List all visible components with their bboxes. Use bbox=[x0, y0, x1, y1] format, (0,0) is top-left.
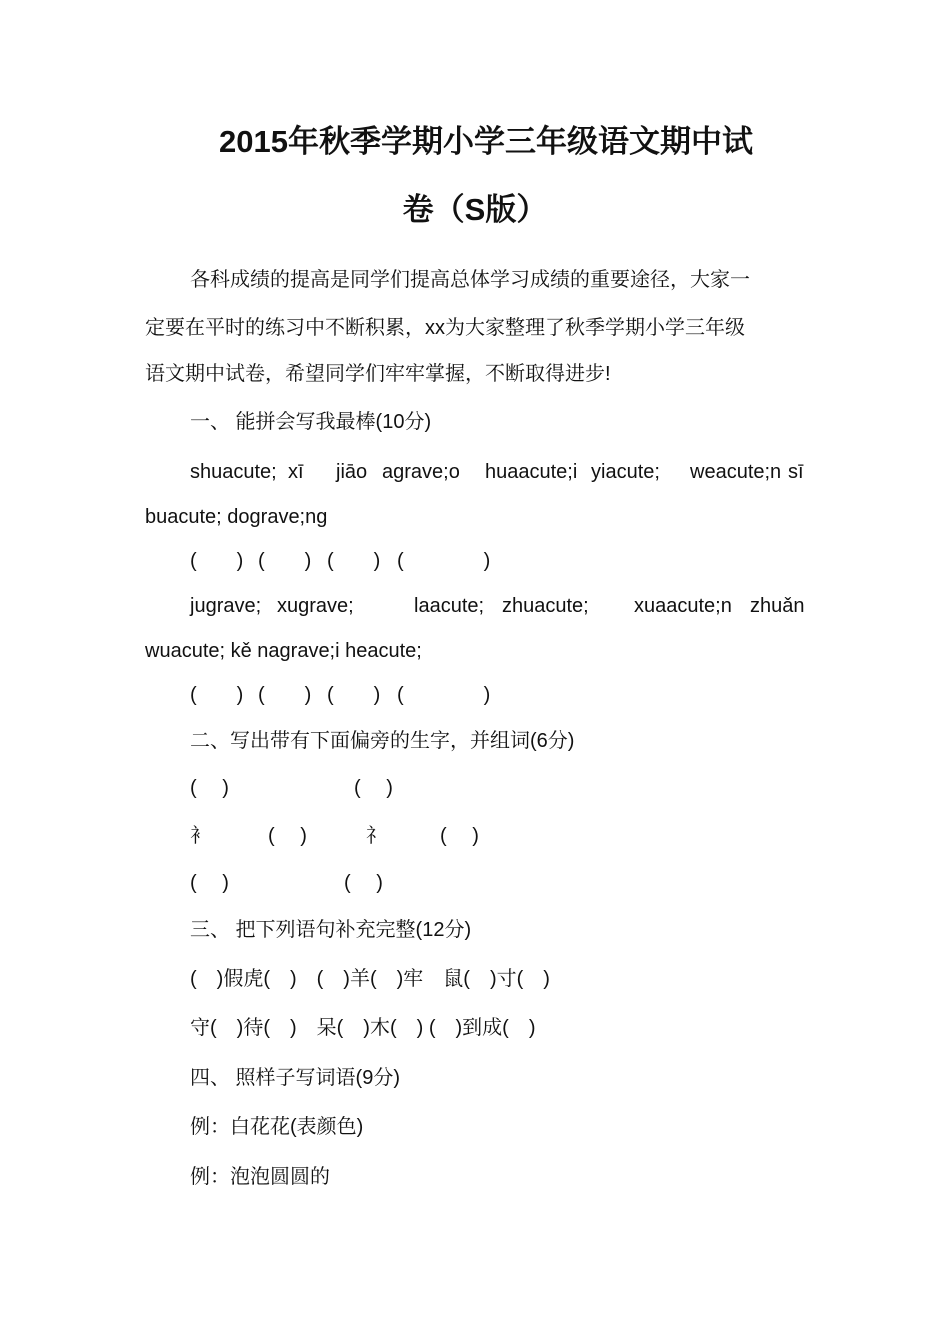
pinyin-word: zhuacute; bbox=[502, 595, 589, 617]
pinyin-word: xī bbox=[288, 461, 304, 483]
pinyin-word: yiacute; bbox=[591, 461, 660, 483]
intro-line-3: 语文期中试卷，希望同学们牢牢掌握，不断取得进步! bbox=[145, 363, 611, 385]
answer-blank: ( ) bbox=[190, 872, 229, 894]
pinyin-word: sī bbox=[788, 461, 804, 483]
pinyin-word: laacute; bbox=[414, 595, 485, 617]
pinyin-word: xuaacute;n bbox=[634, 595, 732, 617]
pinyin-row-1-continued: buacute; dograve;ng bbox=[145, 506, 328, 528]
pinyin-word: zhuǎn bbox=[750, 595, 805, 617]
pinyin-word: agrave;o bbox=[382, 461, 460, 483]
answer-blank: ( ) bbox=[258, 550, 312, 572]
answer-blank: ( ) bbox=[268, 825, 307, 847]
answer-blank: ( ) bbox=[440, 825, 479, 847]
idiom-line-1: ( )假虎( ) ( )羊( )牢 鼠( )寸( ) bbox=[190, 968, 550, 990]
answer-blank: ( ) bbox=[190, 684, 244, 706]
section2-heading: 二、写出带有下面偏旁的生字，并组词(6分) bbox=[190, 730, 575, 752]
idiom-line-2: 守( )待( ) 呆( )木( ) ( )到成( ) bbox=[190, 1017, 536, 1039]
answer-blank: ( ) bbox=[327, 550, 381, 572]
pinyin-row-2-continued: wuacute; kě nagrave;i heacute; bbox=[145, 640, 422, 662]
answer-blank: ( ) bbox=[258, 684, 312, 706]
example-line-2: 例：泡泡圆圆的 bbox=[190, 1166, 330, 1188]
section3-heading: 三、 把下列语句补充完整(12分) bbox=[190, 919, 472, 941]
pinyin-word: xugrave; bbox=[277, 595, 354, 617]
pinyin-word: weacute;n bbox=[690, 461, 782, 483]
answer-blank: ( ) bbox=[327, 684, 381, 706]
answer-blank: ( ) bbox=[344, 872, 383, 894]
answer-blank: ( ) bbox=[354, 777, 393, 799]
radical-character: 衤 bbox=[190, 825, 210, 847]
document-title-line-2: 卷（S版） bbox=[402, 192, 548, 227]
section4-heading: 四、 照样子写词语(9分) bbox=[190, 1067, 400, 1089]
document-title-line-1: 2015年秋季学期小学三年级语文期中试 bbox=[219, 124, 753, 159]
answer-blank: ( ) bbox=[190, 777, 229, 799]
pinyin-word: shuacute; bbox=[190, 461, 277, 483]
answer-blank: ( ) bbox=[397, 684, 491, 706]
radical-character: 礻 bbox=[366, 825, 386, 847]
pinyin-word: jiāo bbox=[336, 461, 368, 483]
section1-heading: 一、 能拼会写我最棒(10分) bbox=[190, 411, 432, 433]
pinyin-word: huaacute;i bbox=[485, 461, 578, 483]
intro-line-1: 各科成绩的提高是同学们提高总体学习成绩的重要途径，大家一 bbox=[190, 269, 750, 291]
pinyin-word: jugrave; bbox=[190, 595, 262, 617]
answer-blank: ( ) bbox=[397, 550, 491, 572]
example-line-1: 例：白花花(表颜色) bbox=[190, 1116, 364, 1138]
intro-line-2: 定要在平时的练习中不断积累，xx为大家整理了秋季学期小学三年级 bbox=[145, 317, 745, 339]
answer-blank: ( ) bbox=[190, 550, 244, 572]
